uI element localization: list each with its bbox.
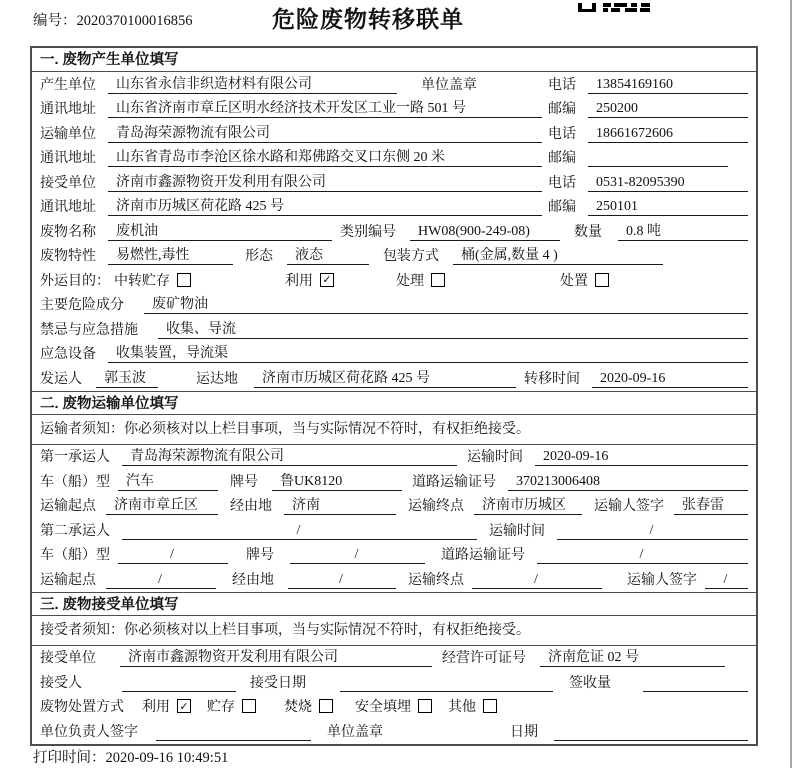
checkbox-icon-checked: ✓ <box>177 699 191 713</box>
field-value: / <box>472 572 602 589</box>
field-label: 运输终点 <box>408 572 464 588</box>
field-value: 济南 <box>284 494 396 515</box>
field-label: 运达地 <box>196 371 238 387</box>
form-row-emergency-measures <box>32 317 756 342</box>
form-row-carrier1 <box>32 445 756 470</box>
transporter-notice: 运输者须知：你必须核对以上栏目事项，当与实际情况不符时，有权拒绝接受。 <box>32 415 756 445</box>
field-value: 废机油 <box>108 220 332 241</box>
field-label: 接受单位 <box>40 651 96 666</box>
checkbox-icon <box>431 273 445 287</box>
field-label: 电话 <box>548 77 576 93</box>
field-value: 2020-09-16 <box>535 449 748 466</box>
page-header <box>0 0 796 46</box>
field-value: 370213006408 <box>508 474 748 491</box>
field-label: 运输时间 <box>489 523 545 539</box>
form-row-purpose <box>32 268 756 293</box>
field-label: 转移时间 <box>524 371 580 387</box>
seal-label: 单位盖章 <box>327 724 383 740</box>
form-row-receiver-person <box>32 670 756 695</box>
checkbox-icon <box>595 273 609 287</box>
field-value: / <box>290 547 425 564</box>
field-label: 接受单位 <box>40 175 96 191</box>
checkbox-incinerate <box>284 696 333 716</box>
field-value <box>643 675 748 692</box>
field-label: 外运目的： <box>40 273 110 289</box>
field-label: 经由地 <box>230 499 272 514</box>
field-label: 运输时间 <box>467 450 523 465</box>
form-row-dispatch <box>32 366 756 391</box>
field-value: 山东省济南市章丘区明水经济技术开发区工业一路 501 号 <box>108 97 542 118</box>
field-value: 郭玉波 <box>96 367 158 388</box>
field-label: 通讯地址 <box>40 102 96 117</box>
field-value: 青岛海荣源物流有限公司 <box>108 122 542 143</box>
field-label: 运输终点 <box>408 499 464 514</box>
field-value: / <box>537 547 748 564</box>
field-label: 邮编 <box>548 200 576 215</box>
field-label: 废物名称 <box>40 224 96 240</box>
form-row-responsible-sign <box>32 719 756 744</box>
field-value <box>156 724 311 741</box>
form-row-route1 <box>32 494 756 519</box>
checkbox-icon-checked: ✓ <box>320 273 334 287</box>
form-row-address3 <box>32 195 756 220</box>
field-label: 签收量 <box>568 675 611 691</box>
field-value: 济南市历城区荷花路 425 号 <box>108 195 542 216</box>
field-value: / <box>106 572 216 589</box>
checkbox-label: 利用 <box>285 273 313 289</box>
field-label: 应急设备 <box>40 347 96 362</box>
checkbox-icon <box>418 699 432 713</box>
form-row-waste-property <box>32 244 756 269</box>
field-label: 电话 <box>548 175 576 191</box>
form-row-address1 <box>32 97 756 122</box>
field-value: 山东省永信非织造材料有限公司 <box>108 73 397 94</box>
checkbox-label: 其他 <box>448 700 476 715</box>
section1-title: 一. 废物产生单位填写 <box>32 48 756 72</box>
field-label: 第二承运人 <box>40 523 110 539</box>
checkbox-label: 贮存 <box>207 700 235 715</box>
field-label: 通讯地址 <box>40 151 96 166</box>
checkbox-label: 处置 <box>560 273 588 289</box>
field-value: 济南市鑫源物资开发利用有限公司 <box>120 646 432 667</box>
section3-title: 三. 废物接受单位填写 <box>32 592 756 616</box>
field-value: 桶(金属,数量 4 ) <box>453 244 663 265</box>
field-label: 运输人签字 <box>627 572 697 588</box>
field-label: 形态 <box>245 249 273 264</box>
field-label: 邮编 <box>548 151 576 166</box>
field-value: HW08(900-249-08) <box>410 224 560 241</box>
checkbox-icon <box>177 273 191 287</box>
field-value: 张春雷 <box>674 494 748 515</box>
print-time: 打印时间：2020-09-16 10:49:51 <box>33 750 229 766</box>
checkbox-icon <box>319 699 333 713</box>
field-label: 通讯地址 <box>40 200 96 215</box>
checkbox-transfer-storage <box>114 270 191 290</box>
field-value: 青岛海荣源物流有限公司 <box>122 445 457 466</box>
field-value: 鲁UK8120 <box>272 470 402 491</box>
field-value: 收集、导流 <box>158 318 748 339</box>
field-value: 液态 <box>287 244 369 265</box>
checkbox-landfill <box>355 696 432 716</box>
field-label: 经营许可证号 <box>442 651 526 666</box>
field-value: 废矿物油 <box>144 293 748 314</box>
field-value: 13854169160 <box>588 77 748 94</box>
field-value: / <box>705 572 748 589</box>
form-row-carrier2 <box>32 518 756 543</box>
field-value: 易燃性,毒性 <box>108 244 233 265</box>
field-value: / <box>557 523 748 540</box>
field-value: / <box>288 572 396 589</box>
field-value <box>588 150 728 167</box>
field-label: 发运人 <box>40 371 82 387</box>
field-label: 禁忌与应急措施 <box>40 322 138 338</box>
field-label: 废物特性 <box>40 249 96 264</box>
field-label: 产生单位 <box>40 77 96 93</box>
field-value <box>554 724 748 741</box>
field-label: 废物处置方式 <box>40 700 124 715</box>
checkbox-label: 处理 <box>396 273 424 289</box>
form-row-receive-unit <box>32 646 756 671</box>
qr-code-fragment <box>578 0 656 10</box>
field-label: 车（船）型 <box>40 474 110 490</box>
form-row-waste-name <box>32 219 756 244</box>
field-value: 济南市历城区荷花路 425 号 <box>254 367 516 388</box>
receiver-notice: 接受者须知：你必须核对以上栏目事项，当与实际情况不符时，有权拒绝接受。 <box>32 616 756 646</box>
form-row-hazard <box>32 293 756 318</box>
section2-title: 二. 废物运输单位填写 <box>32 391 756 415</box>
field-value: 济南危证 02 号 <box>540 646 725 667</box>
field-value <box>340 675 553 692</box>
field-label: 运输起点 <box>40 572 96 588</box>
form-row-vehicle2 <box>32 543 756 568</box>
form-row-address2 <box>32 146 756 171</box>
checkbox-label: 中转贮存 <box>114 273 170 289</box>
form-row-producer <box>32 72 756 97</box>
checkbox-utilize <box>142 696 191 716</box>
seal-label: 单位盖章 <box>421 77 477 93</box>
checkbox-utilize <box>285 270 334 290</box>
field-label: 类别编号 <box>340 224 396 240</box>
field-value <box>122 675 236 692</box>
checkbox-store <box>207 696 256 716</box>
field-label: 邮编 <box>548 102 576 117</box>
form-title: 危险废物转移联单 <box>272 6 464 32</box>
field-value: 山东省青岛市李沧区徐水路和郑佛路交叉口东侧 20 米 <box>108 146 542 167</box>
field-value: / <box>122 523 477 540</box>
form-row-emergency-equipment <box>32 342 756 367</box>
field-label: 运输单位 <box>40 126 96 142</box>
field-value: 18661672606 <box>588 126 748 143</box>
field-label: 接受日期 <box>249 675 306 691</box>
field-value: / <box>118 547 228 564</box>
field-label: 车（船）型 <box>40 548 110 563</box>
form-row-transporter <box>32 121 756 146</box>
field-label: 运输起点 <box>40 499 96 514</box>
field-label: 道路运输证号 <box>441 548 525 563</box>
window-edge-line <box>790 0 792 768</box>
checkbox-label: 焚烧 <box>284 700 312 715</box>
field-label: 经由地 <box>232 572 274 588</box>
checkbox-icon <box>242 699 256 713</box>
field-label: 牌号 <box>246 548 274 563</box>
field-label: 接受人 <box>40 675 82 691</box>
field-value: 济南市鑫源物资开发利用有限公司 <box>108 171 542 192</box>
field-label: 主要危险成分 <box>40 298 124 313</box>
field-label: 包装方式 <box>383 249 439 264</box>
checkbox-label: 安全填埋 <box>355 700 411 715</box>
form-row-route2 <box>32 567 756 592</box>
field-value: 0531-82095390 <box>588 175 748 192</box>
field-value: 汽车 <box>118 470 218 491</box>
form-row-vehicle1 <box>32 469 756 494</box>
field-label: 电话 <box>548 126 576 142</box>
checkbox-other <box>448 696 497 716</box>
field-label: 道路运输证号 <box>412 474 496 490</box>
form-row-receiver <box>32 170 756 195</box>
field-value: 2020-09-16 <box>592 371 748 388</box>
checkbox-treat <box>396 270 445 290</box>
field-label: 运输人签字 <box>594 499 664 514</box>
field-value: 250200 <box>588 101 748 118</box>
form-row-disposal-method <box>32 695 756 720</box>
field-value: 济南市历城区 <box>474 494 582 515</box>
checkbox-dispose <box>560 270 609 290</box>
field-label: 牌号 <box>230 474 258 490</box>
field-label: 单位负责人签字 <box>40 724 138 740</box>
field-value: 收集装置，导流渠 <box>108 342 748 363</box>
manifest-table <box>30 46 758 746</box>
checkbox-icon <box>483 699 497 713</box>
serial-number: 编号：2020370100016856 <box>33 13 193 29</box>
field-label: 日期 <box>510 724 538 740</box>
field-label: 第一承运人 <box>40 450 110 465</box>
field-label: 数量 <box>574 224 602 240</box>
checkbox-label: 利用 <box>142 700 170 715</box>
field-value: 0.8 吨 <box>618 220 748 241</box>
field-value: 250101 <box>588 199 748 216</box>
field-value: 济南市章丘区 <box>106 494 218 515</box>
